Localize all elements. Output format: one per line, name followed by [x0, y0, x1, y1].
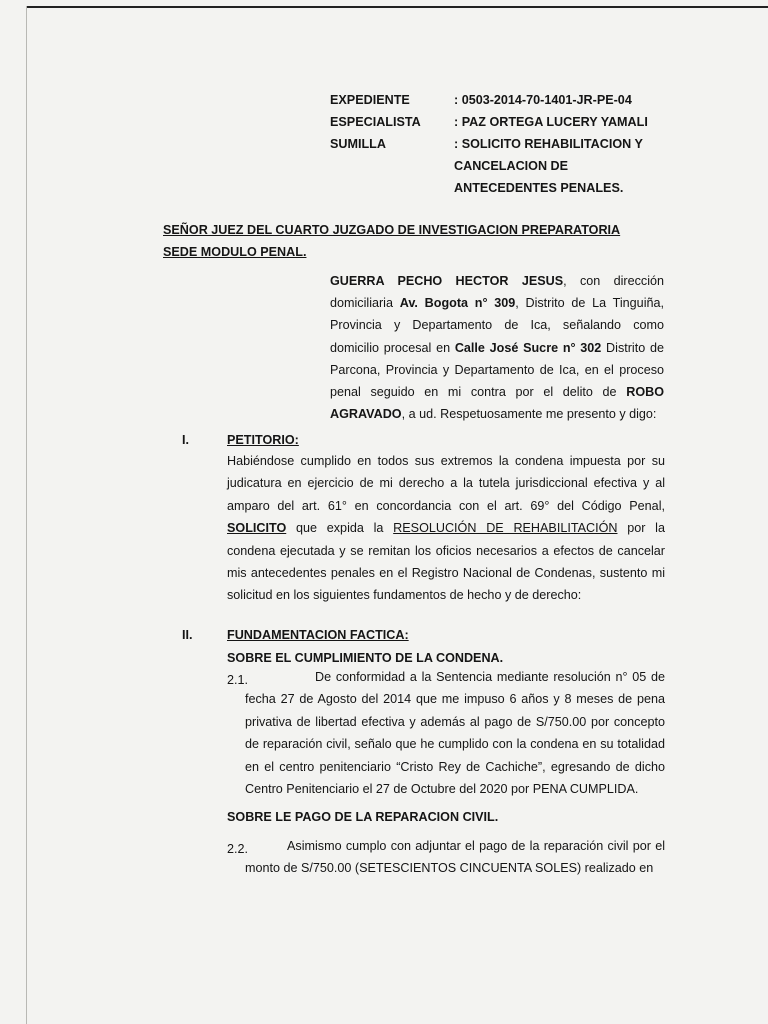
case-header: [330, 89, 730, 199]
petitorio-paragraph: [227, 450, 665, 607]
home-address: Av. Bogota n° 309: [399, 296, 516, 311]
expediente-label: EXPEDIENTE: [330, 93, 410, 107]
subheading-reparacion: SOBRE LE PAGO DE LA REPARACION CIVIL.: [227, 810, 499, 824]
intro-text-2: , Distrito de La Tinguiña, Provincia y Departamento de Ica, señalando como domicilio procesal en: [330, 296, 664, 355]
section-title-fundamentacion: FUNDAMENTACION FACTICA:: [227, 628, 409, 642]
sumilla-value: : SOLICITO REHABILITACION Y: [454, 137, 643, 151]
intro-paragraph: [330, 270, 664, 425]
sumilla-value-line2: CANCELACION DE: [454, 159, 569, 173]
sumilla-row: [330, 133, 730, 155]
procedural-address: Calle José Sucre n° 302: [454, 340, 602, 355]
intro-text-1: , con dirección domiciliaria: [330, 274, 665, 311]
especialista-value: : PAZ ORTEGA LUCERY YAMALI: [454, 115, 648, 129]
section-number-1: I.: [182, 433, 189, 447]
petitorio-text-3: por la condena ejecutada y se remitan los oficios necesarios a efectos de cancelar mis antecedentes penales en el Registro Nacional de Condenas, sustento mi solicitud en los siguientes fundamentos de hecho y de derecho:: [227, 521, 665, 603]
expediente-value: : 0503-2014-70-1401-JR-PE-04: [454, 93, 632, 107]
especialista-label: ESPECIALISTA: [330, 115, 421, 129]
petitorio-text-2: que expida la: [286, 521, 394, 536]
item-2-1-paragraph: De conformidad a la Sentencia mediante resolución n° 05 de fecha 27 de Agosto del 2014 que me impuso 6 años y 8 meses de pena privativa de libertad efectiva y además al pago de S/750.00 por concepto de reparación civil, señalo que he cumplido con la condena en su totalidad en el centro penitenciario “Cristo Rey de Cachiche”, egresando de dicho Centro Penitenciario el 27 de Octubre del 2020 por PENA CUMPLIDA.: [245, 670, 665, 797]
item-number-2-2: 2.2.: [227, 842, 249, 856]
section-title-petitorio: PETITORIO:: [227, 433, 299, 447]
item-2-2-paragraph: Asimismo cumplo con adjuntar el pago de la reparación civil por el monto de S/750.00 (SETESCIENTOS CINCUENTA SOLES) realizado en: [245, 839, 665, 876]
section-number-2: II.: [182, 628, 193, 642]
offense-name: ROBO AGRAVADO: [330, 385, 664, 422]
solicito-keyword: SOLICITO: [227, 521, 287, 536]
subheading-cumplimiento: SOBRE EL CUMPLIMIENTO DE LA CONDENA.: [227, 651, 504, 665]
petitorio-text-1: Habiéndose cumplido en todos sus extremos la condena impuesta por su judicatura en ejercicio de mi derecho a la tutela jurisdiccional efectiva y al amparo del art. 61° en concordancia con el art. 69° del Código Penal,: [227, 454, 665, 513]
petitioner-name: GUERRA PECHO HECTOR JESUS: [330, 274, 564, 288]
item-number-2-1: 2.1.: [227, 673, 249, 687]
sumilla-label: SUMILLA: [330, 137, 386, 151]
addressee-line1: SEÑOR JUEZ DEL CUARTO JUZGADO DE INVESTIGACION PREPARATORIA: [163, 223, 621, 237]
intro-text-4: , a ud. Respetuosamente me presento y digo:: [401, 407, 657, 422]
addressee-line2: SEDE MODULO PENAL.: [163, 245, 307, 259]
sumilla-value-line3: ANTECEDENTES PENALES.: [454, 181, 624, 195]
addressee: [163, 219, 643, 263]
intro-text-3: Distrito de Parcona, Provincia y Departamento de Ica, en el proceso penal seguido en mi contra por el delito de: [330, 340, 664, 400]
especialista-row: [330, 111, 730, 133]
resolucion-keyword: RESOLUCIÓN DE REHABILITACIÓN: [393, 521, 618, 536]
expediente-row: [330, 89, 730, 111]
